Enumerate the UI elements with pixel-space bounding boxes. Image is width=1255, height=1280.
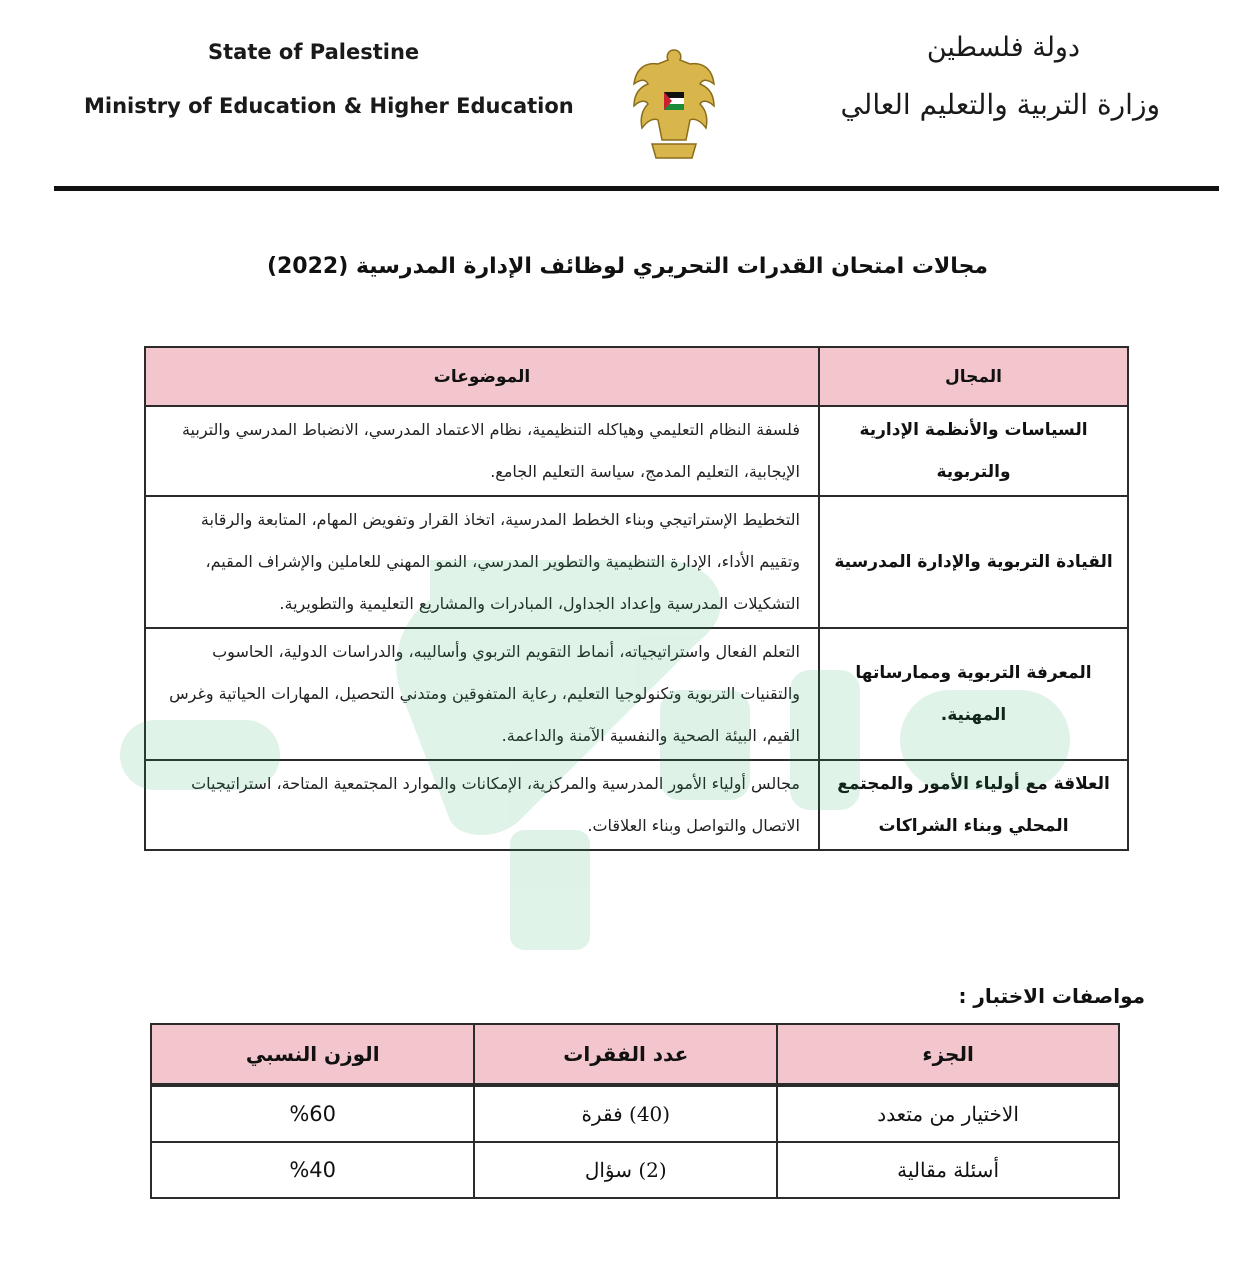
table-row [151, 1142, 1119, 1198]
count-cell: (40) فقرة [474, 1085, 777, 1142]
column-header-domain: المجال [819, 347, 1128, 406]
header-en-state: State of Palestine [208, 40, 420, 64]
header-ar-state: دولة فلسطين [926, 32, 1080, 63]
part-cell: الاختيار من متعدد [777, 1085, 1119, 1142]
weight-cell: %40 [151, 1142, 474, 1198]
column-header-part: الجزء [777, 1024, 1119, 1085]
count-cell: (2) سؤال [474, 1142, 777, 1198]
table-header-row [151, 1024, 1119, 1085]
topics-cell: مجالس أولياء الأمور المدرسية والمركزية، الإمكانات والموارد المجتمعية المتاحة، استراتيجيات الاتصال والتواصل وبناء العلاقات. [145, 760, 819, 850]
column-header-weight: الوزن النسبي [151, 1024, 474, 1085]
table-row [145, 496, 1128, 628]
table-row [151, 1085, 1119, 1142]
page-title: مجالات امتحان القدرات التحريري لوظائف الإدارة المدرسية (2022) [266, 254, 989, 279]
table-row [145, 760, 1128, 850]
table-row [145, 406, 1128, 496]
column-header-count: عدد الفقرات [474, 1024, 777, 1085]
part-cell: أسئلة مقالية [777, 1142, 1119, 1198]
domains-table [144, 346, 1129, 851]
specs-label: مواصفات الاختبار : [958, 984, 1145, 1008]
table-header-row [145, 347, 1128, 406]
column-header-topics: الموضوعات [145, 347, 819, 406]
weight-cell: %60 [151, 1085, 474, 1142]
specs-table [150, 1023, 1120, 1199]
palestine-eagle-emblem-icon [628, 44, 720, 164]
header-en-ministry: Ministry of Education & Higher Education [84, 94, 574, 118]
header-divider [54, 186, 1219, 191]
domain-cell: المعرفة التربوية وممارساتها المهنية. [819, 628, 1128, 760]
domain-cell: السياسات والأنظمة الإدارية والتربوية [819, 406, 1128, 496]
domain-cell: العلاقة مع أولياء الأمور والمجتمع المحلي وبناء الشراكات [819, 760, 1128, 850]
table-row [145, 628, 1128, 760]
domain-cell: القيادة التربوية والإدارة المدرسية [819, 496, 1128, 628]
topics-cell: فلسفة النظام التعليمي وهياكله التنظيمية، نظام الاعتماد المدرسي، الانضباط المدرسي والتربية الإيجابية، التعليم المدمج، سياسة التعليم الجامع. [145, 406, 819, 496]
topics-cell: التخطيط الإستراتيجي وبناء الخطط المدرسية، اتخاذ القرار وتفويض المهام، المتابعة والرقابة وتقييم الأداء، الإدارة التنظيمية والتطوير المدرسي، النمو المهني للعاملين والإشراف المقيم، التشكيلات المدرسية وإعداد الجداول، المبادرات والمشاريع التعليمية والتطويرية. [145, 496, 819, 628]
header-ar-ministry: وزارة التربية والتعليم العالي [840, 88, 1160, 121]
topics-cell: التعلم الفعال واستراتيجياته، أنماط التقويم التربوي وأساليبه، والدراسات الدولية، الحاسوب والتقنيات التربوية وتكنولوجيا التعليم، رعاية المتفوقين ومتدني التحصيل، المهارات الحياتية وغرس القيم، البيئة الصحية والنفسية الآمنة والداعمة. [145, 628, 819, 760]
